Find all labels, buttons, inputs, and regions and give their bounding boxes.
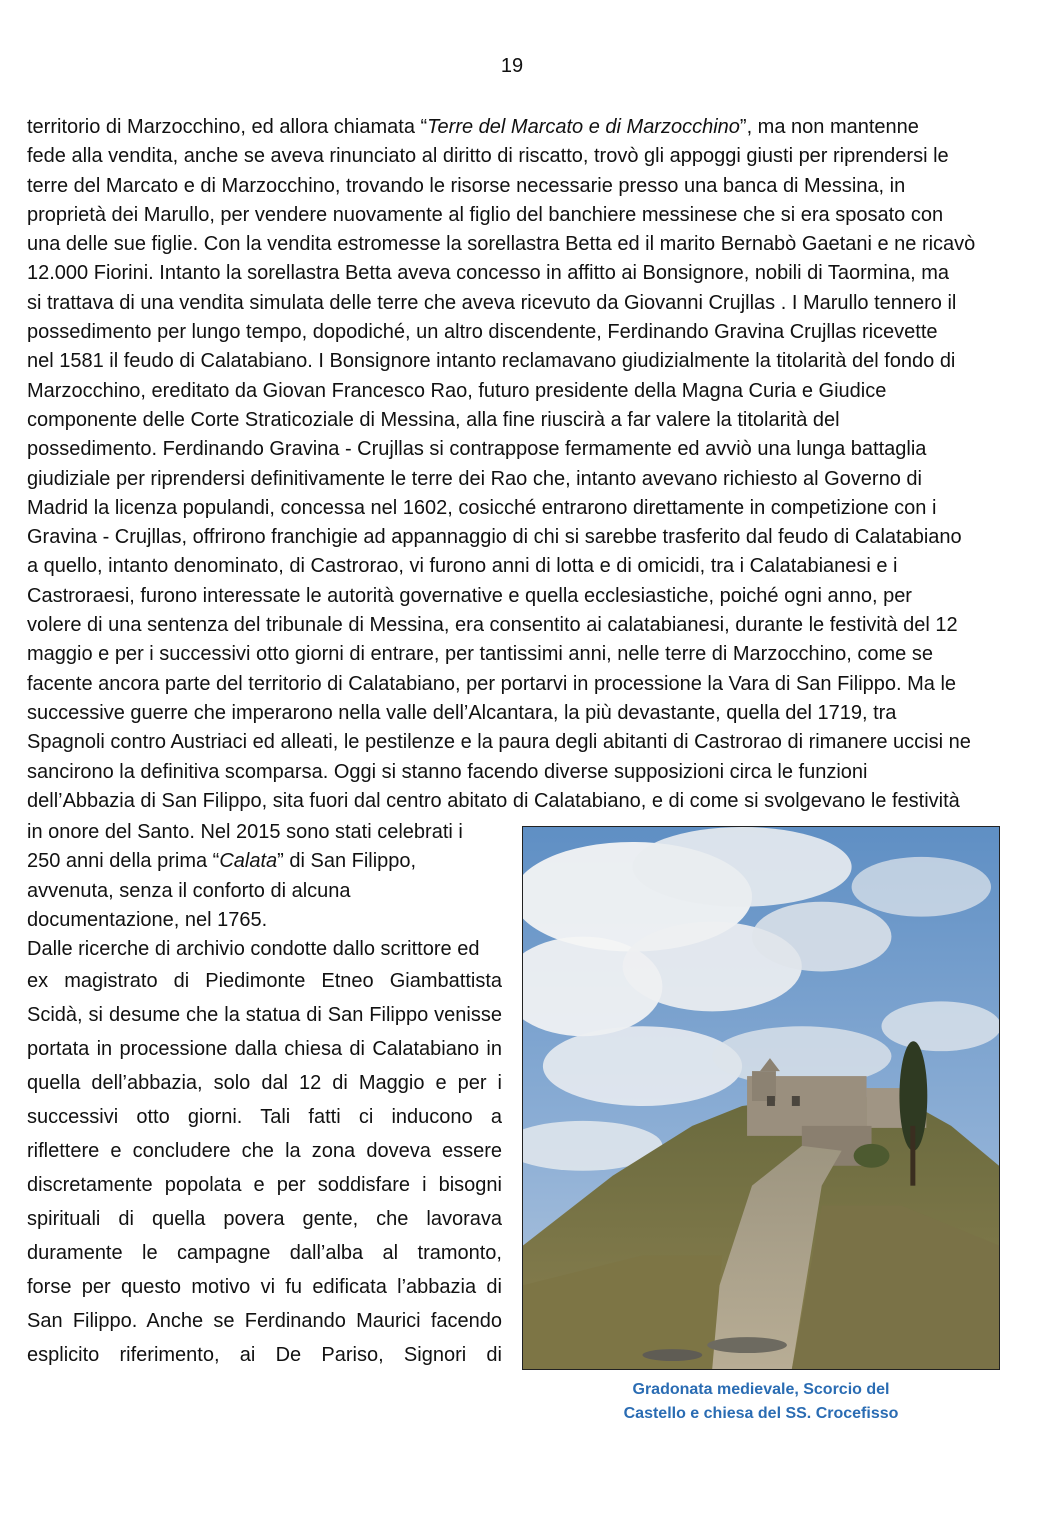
text-segment: giudiziale per riprendersi definitivamente le terre dei Rao che, intanto avevano richiesto al Governo di <box>27 467 922 490</box>
text-segment: proprietà dei Marullo, per vendere nuovamente al figlio del banchiere messinese che si era sposato con <box>27 203 944 226</box>
text-segment: Madrid la licenza populandi, concessa nel 1602, cosicché entrarono direttamente in competizione con i <box>27 496 937 519</box>
paragraph-line <box>27 818 502 847</box>
text-segment: avvenuta, senza il conforto di alcuna <box>27 879 351 902</box>
paragraph-line <box>27 728 1003 757</box>
paragraph-line <box>27 935 502 964</box>
text-segment: terre del Marcato e di Marzocchino, trovando le risorse necessarie presso una banca di Messina, in <box>27 174 906 197</box>
paragraph-line: discretamente popolata e per soddisfare i bisogni <box>27 1174 502 1197</box>
paragraph-line <box>27 640 1003 669</box>
paragraph-line <box>27 318 1003 347</box>
paragraph-line <box>27 406 1003 435</box>
paragraph-line: forse per questo motivo vi fu edificata l’abbazia di <box>27 1276 502 1299</box>
paragraph-line <box>27 552 1003 581</box>
text-segment: si trattava di una vendita simulata delle terre che aveva ricevuto da Giovanni Crujllas . I Marullo tennero il <box>27 291 957 314</box>
paragraph-line: duramente le campagne dall’alba al tramonto, <box>27 1242 502 1265</box>
paragraph-line <box>27 758 1003 787</box>
paragraph-line <box>27 259 1003 288</box>
italic-text: Calata <box>219 850 278 873</box>
paragraph-line <box>27 699 1003 728</box>
castle-photo <box>522 826 1000 1370</box>
text-segment: nel 1581 il feudo di Calatabiano. I Bonsignore intanto reclamavano giudizialmente la titolarità del fondo di <box>27 350 956 373</box>
paragraph-line: spirituali di quella povera gente, che lavorava <box>27 1208 502 1231</box>
text-segment: volere di una sentenza del tribunale di Messina, era consentito ai calatabianesi, durante le festività del 12 <box>27 614 958 637</box>
text-segment: sancirono la definitiva scomparsa. Oggi si stanno facendo diverse supposizioni circa le funzioni <box>27 760 868 783</box>
text-segment: possedimento. Ferdinando Gravina - Crujllas si contrappose fermamente ed avviò una lunga battaglia <box>27 438 927 461</box>
paragraph-line: esplicito riferimento, ai De Pariso, Signori di <box>27 1344 502 1367</box>
text-segment: Dalle ricerche di archivio condotte dallo scrittore ed <box>27 938 480 961</box>
text-segment: 250 anni della prima “ <box>27 850 220 873</box>
paragraph-line <box>27 377 1003 406</box>
text-segment: in onore del Santo. Nel 2015 sono stati celebrati i <box>27 821 463 843</box>
paragraph-line <box>27 465 1003 494</box>
text-segment: Gravina - Crujllas, offrirono franchigie ad appannaggio di chi si sarebbe trasferito dal feudo di Calatabiano <box>27 526 962 549</box>
paragraph-line <box>27 611 1003 640</box>
text-segment: territorio di Marzocchino, ed allora chiamata “ <box>27 116 428 138</box>
text-segment: documentazione, nel 1765. <box>27 908 268 931</box>
castle-photo-image <box>523 827 999 1369</box>
text-segment: Spagnoli contro Austriaci ed alleati, le pestilenze e la paura degli abitanti di Castrorao di rimanere uccisi ne <box>27 731 971 754</box>
text-segment: maggio e per i successivi otto giorni di entrare, per tantissimi anni, nelle terre di Marzocchino, come se <box>27 643 933 666</box>
text-segment: a quello, intanto denominato, di Castrorao, vi furono anni di lotta e di omicidi, tra i Calatabianesi e i <box>27 555 898 578</box>
paragraph-line <box>27 435 1003 464</box>
paragraph-line: Scidà, si desume che la statua di San Filippo venisse <box>27 1004 502 1027</box>
caption-line-1: Gradonata medievale, Scorcio del <box>632 1381 890 1398</box>
paragraph-line <box>27 289 1003 318</box>
paragraph-line <box>27 787 1003 816</box>
paragraph-line <box>27 670 1003 699</box>
paragraph-line <box>27 142 1003 171</box>
text-segment: dell’Abbazia di San Filippo, sita fuori dal centro abitato di Calatabiano, e di come si svolgevano le festività <box>27 789 960 812</box>
italic-text: Terre del Marcato e di Marzocchino <box>427 116 740 138</box>
text-segment: una delle sue figlie. Con la vendita estromesse la sorellastra Betta ed il marito Bernabò Gaetani e ne ricavò <box>27 233 976 256</box>
paragraph-line <box>27 523 1003 552</box>
paragraph-line: quella dell’abbazia, solo dal 12 di Maggio e per i <box>27 1072 502 1095</box>
main-paragraph <box>27 113 1003 816</box>
text-segment: ”, ma non mantenne <box>739 116 919 138</box>
wrapped-paragraph <box>27 818 502 1372</box>
paragraph-line <box>27 906 502 935</box>
text-segment: fede alla vendita, anche se aveva rinunciato al diritto di riscatto, trovò gli appoggi giusti per riprendersi le <box>27 145 949 168</box>
paragraph-line <box>27 847 502 876</box>
photo-caption <box>522 1378 1000 1426</box>
text-segment: 12.000 Fiorini. Intanto la sorellastra Betta aveva concesso in affitto ai Bonsignore, nobili di Taormina, ma <box>27 262 950 285</box>
paragraph-line: ex magistrato di Piedimonte Etneo Giambattista <box>27 970 502 993</box>
paragraph-line: portata in processione dalla chiesa di Calatabiano in <box>27 1038 502 1061</box>
paragraph-line <box>27 582 1003 611</box>
paragraph-line <box>27 230 1003 259</box>
text-segment: facente ancora parte del territorio di Calatabiano, per portarvi in processione la Vara di San Filippo. Ma le <box>27 672 957 695</box>
text-segment: possedimento per lungo tempo, dopodiché, un altro discendente, Ferdinando Gravina Crujllas ricevette <box>27 321 938 344</box>
caption-line-2: Castello e chiesa del SS. Crocefisso <box>623 1405 899 1422</box>
text-segment: Castroraesi, furono interessate le autorità governative e quella ecclesiastiche, poiché ogni anno, per <box>27 584 912 607</box>
paragraph-line: San Filippo. Anche se Ferdinando Maurici facendo <box>27 1310 502 1333</box>
paragraph-line: successivi otto giorni. Tali fatti ci inducono a <box>27 1106 502 1129</box>
paragraph-line <box>27 113 1003 142</box>
text-segment: Marzocchino, ereditato da Giovan Francesco Rao, futuro presidente della Magna Curia e Giudice <box>27 379 887 402</box>
text-segment: successive guerre che imperarono nella valle dell’Alcantara, la più devastante, quella del 1719, tra <box>27 701 897 724</box>
paragraph-line <box>27 347 1003 376</box>
paragraph-line <box>27 877 502 906</box>
paragraph-line <box>27 172 1003 201</box>
text-segment: componente delle Corte Straticoziale di Messina, alla fine riuscirà a far valere la titolarità del <box>27 408 840 431</box>
paragraph-line: riflettere e concludere che la zona doveva essere <box>27 1140 502 1163</box>
paragraph-line <box>27 494 1003 523</box>
text-segment: ” di San Filippo, <box>277 850 417 873</box>
page-number: 19 <box>500 55 524 77</box>
paragraph-line <box>27 201 1003 230</box>
